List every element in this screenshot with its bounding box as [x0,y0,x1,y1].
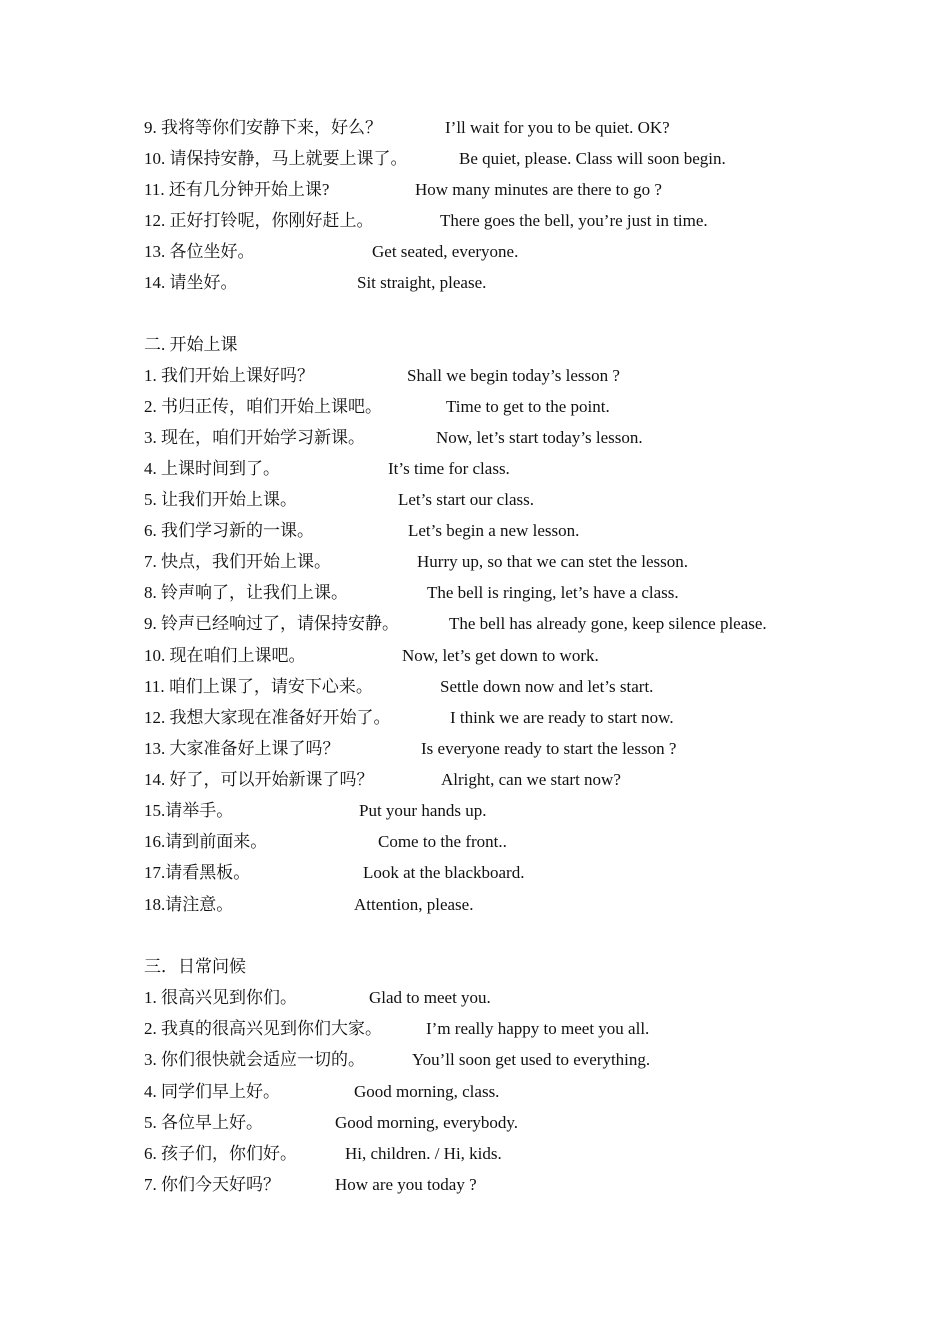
phrase-english: How are you today ? [335,1175,477,1194]
phrase-english: The bell has already gone, keep silence please. [449,614,767,633]
phrase-english: Glad to meet you. [369,988,491,1007]
phrase-chinese: 9. 我将等你们安静下来，好么？ [144,118,382,137]
phrase-english: I’m really happy to meet you all. [426,1019,650,1038]
phrase-chinese: 10. 现在咱们上课吧。 [144,646,306,665]
phrase-english: I’ll wait for you to be quiet. OK? [445,118,670,137]
phrase-english: Now, let’s get down to work. [402,646,599,665]
phrase-chinese: 1. 很高兴见到你们。 [144,988,297,1007]
section-heading: 二. 开始上课 [144,335,238,354]
phrase-chinese: 2. 我真的很高兴见到你们大家。 [144,1019,382,1038]
phrase-chinese: 6. 孩子们，你们好。 [144,1144,297,1163]
phrase-english: Good morning, everybody. [335,1113,519,1132]
phrase-english: The bell is ringing, let’s have a class. [427,583,679,602]
phrase-chinese: 3. 你们很快就会适应一切的。 [144,1050,365,1069]
phrase-chinese: 6. 我们学习新的一课。 [144,521,314,540]
section-heading: 三．日常问候 [144,957,246,976]
phrase-english: Time to get to the point. [446,397,610,416]
phrase-chinese: 13. 各位坐好。 [144,242,255,261]
phrase-english: There goes the bell, you’re just in time. [440,211,708,230]
phrase-chinese: 4. 同学们早上好。 [144,1082,280,1101]
phrase-chinese: 14. 好了，可以开始新课了吗？ [144,770,374,789]
phrase-chinese: 8. 铃声响了，让我们上课。 [144,583,348,602]
phrase-english: Now, let’s start today’s lesson. [436,428,643,447]
phrase-chinese: 10. 请保持安静，马上就要上课了。 [144,149,408,168]
phrase-english: Is everyone ready to start the lesson ? [421,739,677,758]
phrase-english: Put your hands up. [359,801,487,820]
phrase-chinese: 5. 让我们开始上课。 [144,490,297,509]
phrase-english: Settle down now and let’s start. [440,677,654,696]
phrase-chinese: 7. 快点，我们开始上课。 [144,552,331,571]
phrase-english: Look at the blackboard. [363,863,525,882]
phrase-chinese: 12. 正好打铃呢，你刚好赶上。 [144,211,374,230]
phrase-chinese: 4. 上课时间到了。 [144,459,280,478]
phrase-chinese: 18.请注意。 [144,895,234,914]
phrase-english: How many minutes are there to go ? [415,180,662,199]
phrase-chinese: 11. 还有几分钟开始上课? [144,180,330,199]
phrase-chinese: 13. 大家准备好上课了吗？ [144,739,340,758]
phrase-chinese: 3. 现在，咱们开始学习新课。 [144,428,365,447]
phrase-chinese: 9. 铃声已经响过了，请保持安静。 [144,614,399,633]
phrase-english: It’s time for class. [388,459,510,478]
phrase-chinese: 17.请看黑板。 [144,863,251,882]
phrase-chinese: 7. 你们今天好吗？ [144,1175,280,1194]
phrase-english: Be quiet, please. Class will soon begin. [459,149,726,168]
phrase-english: I think we are ready to start now. [450,708,674,727]
phrase-english: Attention, please. [354,895,474,914]
phrase-english: Let’s start our class. [398,490,534,509]
phrase-chinese: 5. 各位早上好。 [144,1113,263,1132]
phrase-english: You’ll soon get used to everything. [412,1050,651,1069]
phrase-english: Come to the front.. [378,832,507,851]
phrase-chinese: 1. 我们开始上课好吗？ [144,366,314,385]
phrase-english: Let’s begin a new lesson. [408,521,580,540]
phrase-english: Alright, can we start now? [441,770,621,789]
phrase-chinese: 11. 咱们上课了，请安下心来。 [144,677,373,696]
phrase-english: Good morning, class. [354,1082,500,1101]
phrase-chinese: 16.请到前面来。 [144,832,268,851]
phrase-chinese: 12. 我想大家现在准备好开始了。 [144,708,391,727]
phrase-chinese: 15.请举手。 [144,801,234,820]
phrase-english: Hurry up, so that we can stet the lesson. [417,552,688,571]
phrase-english: Sit straight, please. [357,273,487,292]
phrase-english: Shall we begin today’s lesson ? [407,366,620,385]
phrase-english: Get seated, everyone. [372,242,519,261]
phrase-english: Hi, children. / Hi, kids. [345,1144,502,1163]
phrase-chinese: 2. 书归正传，咱们开始上课吧。 [144,397,382,416]
phrase-chinese: 14. 请坐好。 [144,273,238,292]
